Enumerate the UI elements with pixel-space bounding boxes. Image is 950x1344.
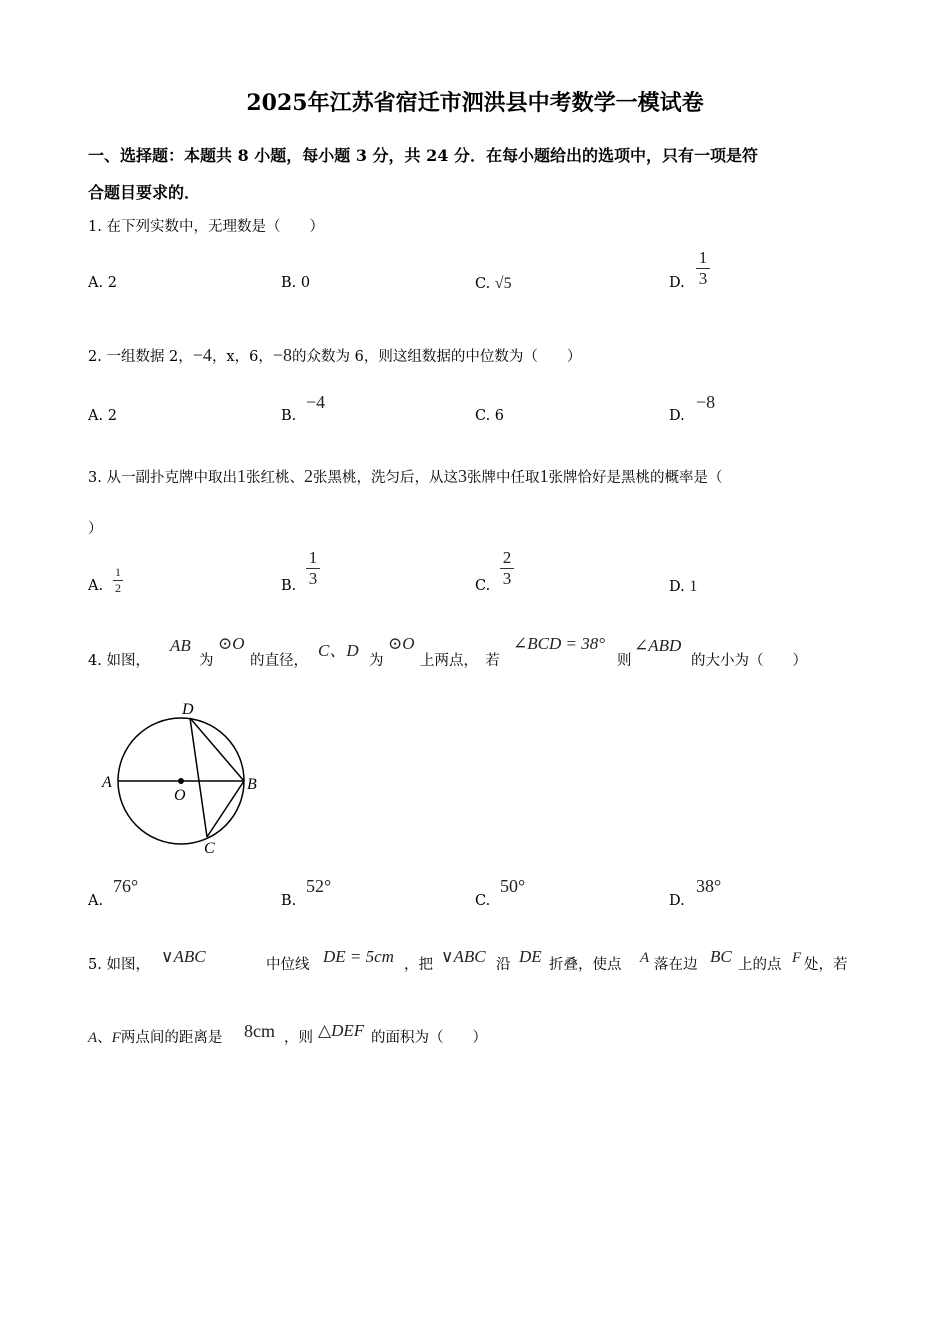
q4-option-b-value: 52° <box>306 876 332 896</box>
q2-option-d-value: −8 <box>696 392 716 412</box>
q3-option-d-value: 1 <box>689 578 698 595</box>
q3-option-b[interactable]: B. <box>281 578 297 594</box>
q2-text-2: ，x，6， <box>211 349 273 365</box>
q5-l2-math-triangle-def: △DEF <box>318 1021 365 1040</box>
q4-option-a-value: 76° <box>113 876 139 896</box>
section-heading-line2: 合题目要求的． <box>88 183 201 202</box>
q3-text-5: 张牌恰好是黑桃的概率是（ <box>548 470 723 486</box>
page-title: 2025年江苏省宿迁市泗洪县中考数学一模试卷 <box>246 90 704 116</box>
q1-option-c[interactable] <box>475 275 512 293</box>
q5-text-6: 落在边 <box>654 957 698 973</box>
q4-text-3: 的直径， <box>250 653 308 669</box>
q4-option-c-value: 50° <box>500 876 526 896</box>
q1-option-b[interactable]: B. 0 <box>281 275 311 291</box>
q5-text-3: ，把 <box>404 957 433 973</box>
q5-line2 <box>88 1026 222 1047</box>
q3-text-4: 张牌中任取 <box>466 470 540 486</box>
q2-option-b[interactable]: B. <box>281 408 297 424</box>
question-1-stem: 1. 在下列实数中，无理数是（ ） <box>88 219 324 235</box>
question-3-stem-line2: ） <box>88 521 103 537</box>
q4-math-circle-o-1: ⊙O <box>218 634 245 653</box>
q2-math-1: −4 <box>192 345 212 365</box>
q3-num-4: 1 <box>539 466 549 486</box>
q2-math-2: −8 <box>272 345 292 365</box>
q2-option-b-value: −4 <box>306 392 326 412</box>
q5-l2-text-1: 、 <box>97 1030 112 1046</box>
q5-math-triangle-abc-1: ∨ABC <box>161 947 206 966</box>
q4-math-circle-o-2: ⊙O <box>388 634 415 653</box>
q3-num-1: 1 <box>236 466 246 486</box>
chord-cb <box>207 781 244 837</box>
q4-text-1: 4. 如图， <box>88 653 150 669</box>
q3-text-3: 张黑桃，洗匀后，从这 <box>312 470 458 486</box>
q5-l2-math-a: A <box>88 1030 98 1046</box>
question-3-stem <box>88 466 722 487</box>
q4-text-6: 则 <box>617 653 632 669</box>
q4-text-4: 为 <box>369 653 384 669</box>
q2-text-1: 2. 一组数据 2， <box>88 349 193 365</box>
q4-circle-figure <box>95 695 270 860</box>
q3-b-denominator: 3 <box>306 568 320 589</box>
q5-text-7: 上的点 <box>738 957 782 973</box>
q5-math-de-5cm: DE = 5cm <box>323 947 394 966</box>
label-c: C <box>204 840 215 857</box>
q3-num-3: 3 <box>457 466 467 486</box>
q5-l2-text-4: 的面积为（ ） <box>371 1030 487 1046</box>
q2-option-d[interactable]: D. <box>669 408 685 424</box>
q5-text-4: 沿 <box>496 957 511 973</box>
q1-d-numerator: 1 <box>698 248 708 267</box>
q3-c-denominator: 3 <box>500 568 514 589</box>
q4-math-ab: AB <box>170 636 191 655</box>
q4-option-a[interactable]: A. <box>88 893 104 909</box>
q4-option-b[interactable]: B. <box>281 893 297 909</box>
q5-math-a: A <box>640 950 650 966</box>
q4-text-5: 上两点， 若 <box>420 653 500 669</box>
q5-text-5: 折叠，使点 <box>549 957 622 973</box>
q4-option-d-value: 38° <box>696 876 722 896</box>
q1-d-denominator: 3 <box>696 268 710 289</box>
q1-option-d-fraction <box>696 248 710 289</box>
q3-option-b-fraction <box>306 548 320 589</box>
label-d: D <box>182 701 194 718</box>
q5-l2-math-8cm: 8cm <box>244 1021 275 1041</box>
q5-text-1: 5. 如图， <box>88 957 150 973</box>
question-2-stem <box>88 345 581 366</box>
q5-l2-text-2: 两点间的距离是 <box>120 1030 223 1046</box>
q3-option-a[interactable]: A. <box>88 578 104 594</box>
q3-a-denominator: 2 <box>115 581 121 595</box>
label-o: O <box>174 787 186 804</box>
q3-num-2: 2 <box>303 466 313 486</box>
q4-math-angle-abd: ∠ABD <box>634 636 682 655</box>
q5-math-bc: BC <box>710 947 732 966</box>
q3-text-1: 3. 从一副扑克牌中取出 <box>88 470 237 486</box>
q5-math-de: DE <box>519 947 542 966</box>
q3-option-c-fraction <box>500 548 514 589</box>
q5-math-f: F <box>792 950 802 966</box>
q2-option-a[interactable]: A. 2 <box>88 408 117 424</box>
q3-c-numerator: 2 <box>502 548 512 567</box>
q4-option-d[interactable]: D. <box>669 893 685 909</box>
q4-math-angle-bcd: ∠BCD = 38° <box>513 634 606 653</box>
q3-option-d-label: D. <box>669 579 685 595</box>
q4-text-7: 的大小为（ ） <box>691 653 807 669</box>
q3-text-2: 张红桃、 <box>245 470 304 486</box>
q2-text-3: 的众数为 6，则这组数据的中位数为（ ） <box>292 349 582 365</box>
q5-text-2: 中位线 <box>266 957 310 973</box>
label-a: A <box>102 774 112 791</box>
section-heading-line1: 一、选择题：本题共 8 小题，每小题 3 分，共 24 分．在每小题给出的选项中，只有一项是符 <box>88 146 758 165</box>
q3-option-d[interactable] <box>669 578 697 596</box>
q5-l2-text-3: ，则 <box>284 1030 313 1046</box>
q1-option-c-value: √5 <box>494 275 512 292</box>
q1-option-c-label: C. <box>475 276 491 292</box>
label-b: B <box>247 776 257 793</box>
center-point-o <box>178 778 184 784</box>
q5-l2-math-f: F <box>111 1030 121 1046</box>
q4-math-cd: C、D <box>318 641 359 660</box>
q4-option-c[interactable]: C. <box>475 893 491 909</box>
q3-b-numerator: 1 <box>308 548 318 567</box>
q1-option-d[interactable]: D. <box>669 275 685 291</box>
q5-text-8: 处，若 <box>804 957 848 973</box>
q1-option-a[interactable]: A. 2 <box>88 275 117 291</box>
q4-text-2: 为 <box>199 653 214 669</box>
q5-math-triangle-abc-2: ∨ABC <box>441 947 486 966</box>
q3-option-a-fraction <box>113 565 123 596</box>
q2-option-c[interactable]: C. 6 <box>475 408 505 424</box>
q3-option-c[interactable]: C. <box>475 578 491 594</box>
q3-a-numerator: 1 <box>115 565 121 579</box>
